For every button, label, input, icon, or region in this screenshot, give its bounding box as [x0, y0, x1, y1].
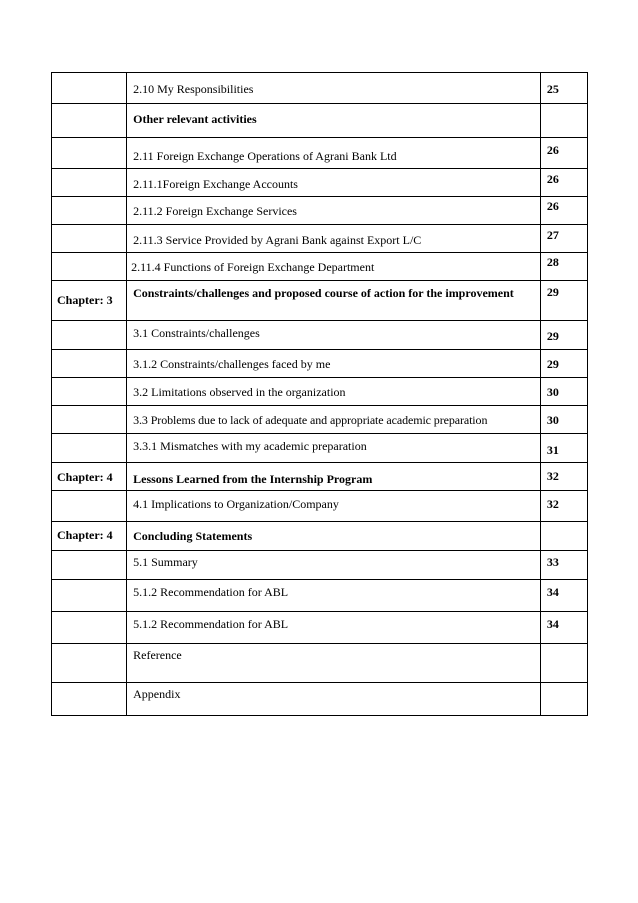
entry-title: 2.10 My Responsibilities	[127, 73, 541, 104]
table-row	[52, 378, 588, 406]
chapter-cell	[52, 491, 127, 522]
entry-title: 2.11.4 Functions of Foreign Exchange Department	[127, 253, 541, 281]
page-number: 28	[540, 253, 587, 281]
table-row	[52, 104, 588, 138]
entry-title: Concluding Statements	[127, 522, 541, 551]
table-of-contents	[51, 72, 588, 716]
chapter-cell	[52, 73, 127, 104]
page-number: 29	[540, 321, 587, 350]
entry-title: 5.1.2 Recommendation for ABL	[127, 580, 541, 612]
chapter-cell	[52, 138, 127, 169]
chapter-cell	[52, 580, 127, 612]
chapter-cell	[52, 225, 127, 253]
entry-title: 5.1 Summary	[127, 551, 541, 580]
table-row	[52, 169, 588, 197]
entry-title: 3.3 Problems due to lack of adequate and appropriate academic preparation	[127, 406, 541, 434]
entry-title: 3.2 Limitations observed in the organization	[127, 378, 541, 406]
entry-title: Lessons Learned from the Internship Program	[127, 463, 541, 491]
page-number	[540, 522, 587, 551]
chapter-label: Chapter: 4	[52, 522, 127, 551]
chapter-cell	[52, 644, 127, 683]
chapter-label: Chapter: 4	[52, 463, 127, 491]
page-number: 25	[540, 73, 587, 104]
page-number: 30	[540, 406, 587, 434]
chapter-cell	[52, 253, 127, 281]
table-row	[52, 197, 588, 225]
chapter-label: Chapter: 3	[52, 281, 127, 321]
page-number: 29	[540, 281, 587, 321]
chapter-cell	[52, 169, 127, 197]
table-row	[52, 225, 588, 253]
page-number: 26	[540, 169, 587, 197]
table-row	[52, 644, 588, 683]
page-number: 29	[540, 350, 587, 378]
table-row	[52, 281, 588, 321]
table-row	[52, 138, 588, 169]
page-number: 32	[540, 463, 587, 491]
page-number	[540, 683, 587, 716]
chapter-cell	[52, 321, 127, 350]
table-row	[52, 551, 588, 580]
page-number	[540, 104, 587, 138]
table-row	[52, 321, 588, 350]
chapter-cell	[52, 406, 127, 434]
entry-title: Other relevant activities	[127, 104, 541, 138]
entry-title: Reference	[127, 644, 541, 683]
page-number: 32	[540, 491, 587, 522]
entry-title: 2.11.1Foreign Exchange Accounts	[127, 169, 541, 197]
entry-title: 5.1.2 Recommendation for ABL	[127, 612, 541, 644]
page-number: 26	[540, 138, 587, 169]
table-row	[52, 73, 588, 104]
table-row	[52, 580, 588, 612]
entry-title: 2.11.3 Service Provided by Agrani Bank against Export L/C	[127, 225, 541, 253]
entry-title: 3.1.2 Constraints/challenges faced by me	[127, 350, 541, 378]
chapter-cell	[52, 378, 127, 406]
page-number: 27	[540, 225, 587, 253]
page-number: 33	[540, 551, 587, 580]
table-row	[52, 683, 588, 716]
chapter-cell	[52, 104, 127, 138]
page-number: 26	[540, 197, 587, 225]
table-row	[52, 253, 588, 281]
entry-title: 4.1 Implications to Organization/Company	[127, 491, 541, 522]
table-row	[52, 491, 588, 522]
table-row	[52, 522, 588, 551]
chapter-cell	[52, 197, 127, 225]
page-number: 31	[540, 434, 587, 463]
page-number: 34	[540, 612, 587, 644]
chapter-cell	[52, 434, 127, 463]
chapter-cell	[52, 350, 127, 378]
table-row	[52, 434, 588, 463]
chapter-cell	[52, 551, 127, 580]
page-number	[540, 644, 587, 683]
page-number: 34	[540, 580, 587, 612]
table-row	[52, 463, 588, 491]
table-row	[52, 612, 588, 644]
entry-title: Appendix	[127, 683, 541, 716]
chapter-cell	[52, 683, 127, 716]
toc-body	[52, 73, 588, 716]
entry-title: Constraints/challenges and proposed course of action for the improvement	[127, 281, 541, 321]
entry-title: 2.11.2 Foreign Exchange Services	[127, 197, 541, 225]
entry-title: 2.11 Foreign Exchange Operations of Agrani Bank Ltd	[127, 138, 541, 169]
page-number: 30	[540, 378, 587, 406]
entry-title: 3.1 Constraints/challenges	[127, 321, 541, 350]
chapter-cell	[52, 612, 127, 644]
table-row	[52, 406, 588, 434]
entry-title: 3.3.1 Mismatches with my academic preparation	[127, 434, 541, 463]
table-row	[52, 350, 588, 378]
